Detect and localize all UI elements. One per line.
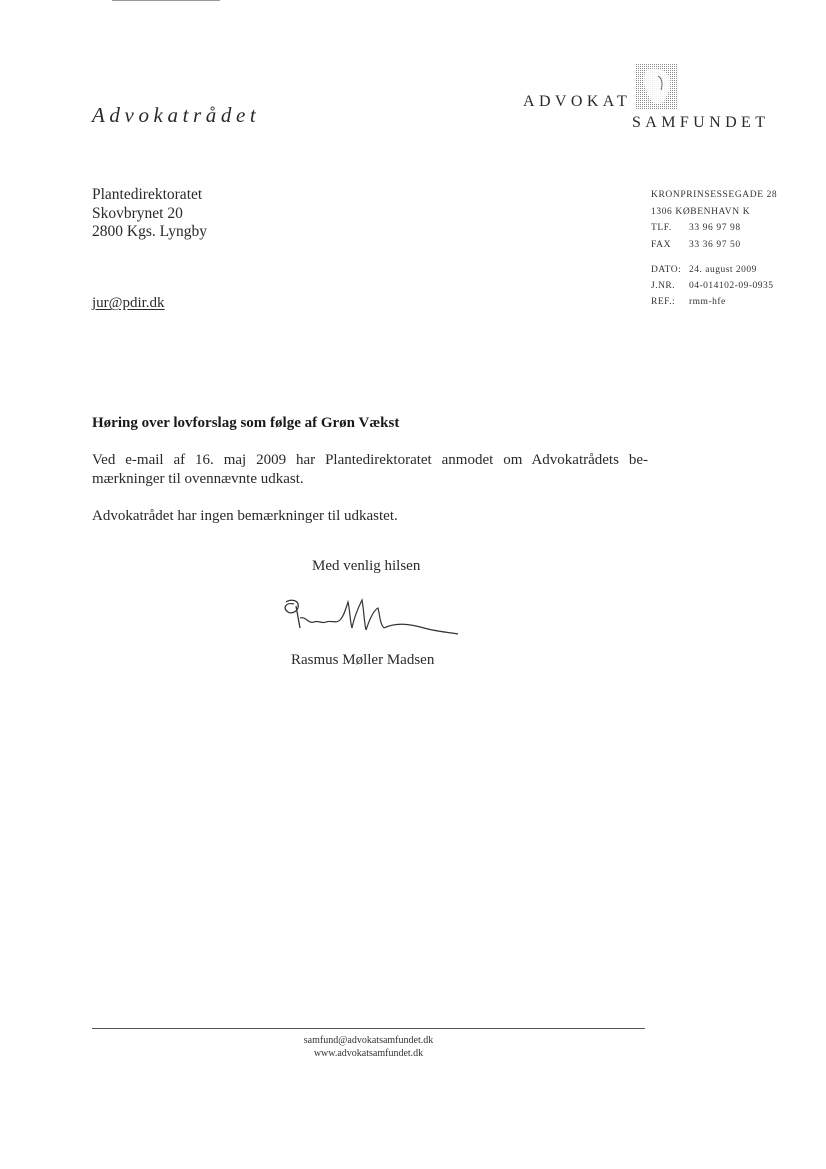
footer-email-link[interactable]: samfund@advokatsamfundet.dk <box>303 1035 434 1046</box>
ref-value: rmm-hfe <box>689 297 726 307</box>
ref-label: REF.: <box>651 297 676 307</box>
jnr-value: 04-014102-09-0935 <box>689 281 774 291</box>
letter-subject: Høring over lovforslag som følge af Grøn Vækst <box>92 415 400 431</box>
scan-artifact-line <box>112 0 220 1</box>
sender-phone-row <box>651 220 777 237</box>
footer-website-link[interactable]: www.advokatsamfundet.dk <box>313 1048 424 1059</box>
recipient-name: Plantedirektoratet <box>92 186 203 203</box>
fax-label: FAX <box>651 239 672 250</box>
sender-fax-row <box>651 237 777 254</box>
advokatsamfundet-logo-icon <box>636 64 678 110</box>
jnr-label: J.NR. <box>651 281 676 291</box>
reference-block <box>651 262 774 310</box>
recipient-city: 2800 Kgs. Lyngby <box>92 223 207 240</box>
recipient-email-link[interactable]: jur@pdir.dk <box>92 295 165 311</box>
phone-number: 33 96 97 98 <box>689 223 741 233</box>
ref-row <box>651 294 774 310</box>
fax-number: 33 36 97 50 <box>689 239 741 250</box>
date-row <box>651 262 774 278</box>
sender-city: 1306 KØBENHAVN K <box>651 206 751 217</box>
signer-name: Rasmus Møller Madsen <box>291 652 435 668</box>
sender-contact-block <box>651 187 777 253</box>
date-label: DATO: <box>651 265 682 275</box>
jnr-row <box>651 278 774 294</box>
letter-footer <box>92 1034 645 1060</box>
letter-paragraph-1: Ved e-mail af 16. maj 2009 har Plantedirektoratet anmodet om Advokatrådets be-mærkninger til ovennævnte udkast. <box>92 452 648 487</box>
date-value: 24. august 2009 <box>689 265 757 275</box>
letter-paragraph-2: Advokatrådet har ingen bemærkninger til udkastet. <box>92 508 398 524</box>
footer-divider <box>92 1028 645 1029</box>
phone-label: TLF. <box>651 223 672 233</box>
logo-text-samfundet: SAMFUNDET <box>632 114 770 131</box>
recipient-address <box>92 186 207 242</box>
handwritten-signature <box>280 594 462 644</box>
sender-street: KRONPRINSESSEGADE 28 <box>651 190 778 200</box>
department-name: Advokatrådet <box>92 103 261 127</box>
letter-closing: Med venlig hilsen <box>312 558 421 574</box>
logo-text-advokat: ADVOKAT <box>523 93 632 110</box>
recipient-street: Skovbrynet 20 <box>92 204 183 222</box>
